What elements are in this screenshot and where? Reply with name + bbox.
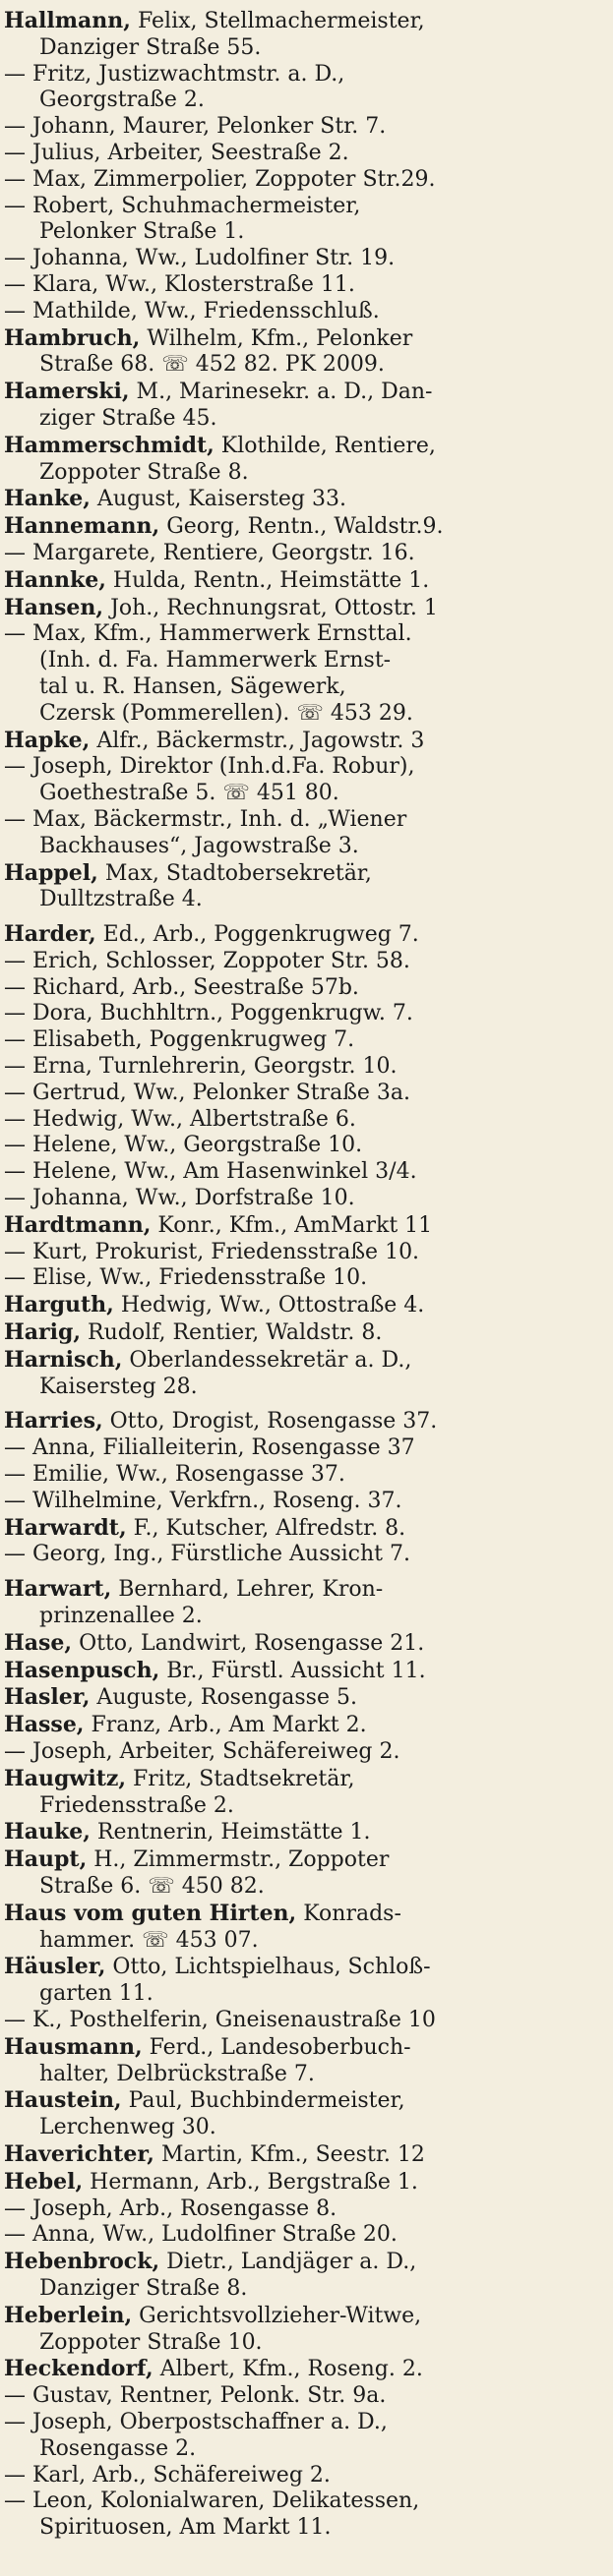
entry-name: Harig,	[4, 1319, 82, 1346]
entry-name: Harder,	[4, 921, 96, 948]
entry-spacer	[4, 1400, 603, 1408]
entry-name: — Kurt,	[4, 1239, 89, 1264]
entry-detail: Konr., Kfm., AmMarkt 11	[151, 1212, 433, 1238]
directory-entry	[4, 114, 603, 141]
directory-entry	[4, 1240, 603, 1266]
directory-entry	[4, 2087, 603, 2115]
entry-name: Hasse,	[4, 1712, 85, 1738]
entry-detail: Maurer, Pelonker Str. 7.	[115, 114, 387, 140]
directory-entry	[4, 62, 603, 88]
entry-detail: Br., Fürstl. Aussicht 11.	[159, 1658, 426, 1683]
entry-name: — Georg,	[4, 1542, 107, 1567]
entry-detail: Verkfrn., Roseng. 37.	[162, 1488, 402, 1513]
entry-name: Hardtmann,	[4, 1211, 152, 1238]
entry-continuation: Danziger Straße 55.	[39, 34, 262, 60]
entry-detail: Rentnerin, Heimstätte 1.	[90, 1820, 371, 1845]
entry-detail: Ferd., Landesoberbuch-	[142, 2034, 411, 2060]
entry-detail: Hermann, Arb., Bergstraße 1.	[83, 2169, 418, 2195]
entry-detail: Hedwig, Ww., Ottostraße 4.	[113, 1293, 425, 1318]
entry-name: — Max,	[4, 621, 88, 647]
entry-continuation: (Inh. d. Fa. Hammerwerk Ernst-	[39, 648, 392, 673]
directory-entry	[4, 2222, 603, 2249]
entry-name: — Hedwig,	[4, 1106, 125, 1132]
directory-entry	[4, 1630, 603, 1658]
entry-name: Heberlein,	[4, 2302, 133, 2328]
directory-entry	[4, 246, 603, 272]
directory-entry	[4, 621, 603, 648]
entry-name: Haugwitz,	[4, 1765, 127, 1791]
directory-entry	[4, 167, 603, 194]
directory-entry	[4, 1901, 603, 1928]
directory-entry	[4, 2410, 603, 2436]
entry-detail: Direktor (Inh.d.Fa. Robur),	[112, 754, 415, 780]
entry-detail: Poggenkrugweg 7.	[142, 1027, 355, 1053]
entry-detail: Ww., Am Hasenwinkel 3/4.	[117, 1159, 417, 1185]
entry-detail: Ww., Albertstraße 6.	[124, 1106, 356, 1132]
directory-entry	[4, 1186, 603, 1212]
entry-name: Hasler,	[4, 1684, 91, 1711]
directory-entry	[4, 2488, 603, 2515]
entry-name: Häusler,	[4, 1954, 106, 1980]
entry-detail: Ww., Friedensstraße 10.	[92, 1265, 368, 1291]
entry-name: Hansen,	[4, 594, 104, 620]
entry-detail: Ed., Arb., Poggenkrugweg 7.	[95, 922, 419, 948]
directory-entry	[4, 1159, 603, 1186]
entry-detail: Turnlehrerin, Georgstr. 10.	[92, 1054, 398, 1080]
entry-name: Hauke,	[4, 1819, 91, 1845]
entry-name: Haverichter,	[4, 2140, 154, 2167]
directory-entry	[4, 141, 603, 167]
entry-continuation: Goethestraße 5. ☏ 451 80.	[39, 781, 339, 806]
entry-detail: Ww., Rosengasse 37.	[109, 1462, 345, 1488]
entry-detail: Joh., Rechnungsrat, Ottostr. 1	[103, 595, 438, 620]
entry-name: — Robert,	[4, 193, 115, 218]
entry-detail: Otto, Landwirt, Rosengasse 21.	[72, 1630, 425, 1656]
entry-name: — Fritz,	[4, 61, 92, 87]
entry-continuation: Dulltzstraße 4.	[39, 887, 203, 912]
entry-continuation: Backhauses“, Jagowstraße 3.	[39, 833, 359, 858]
entry-detail: Konrads-	[296, 1901, 401, 1926]
directory-entry	[4, 1265, 603, 1292]
entry-name: Hanke,	[4, 486, 91, 512]
directory-entry	[4, 2303, 603, 2330]
entry-detail: Georg, Rentn., Waldstr.9.	[159, 514, 444, 540]
entry-name: — Karl,	[4, 2462, 87, 2488]
directory-entry	[4, 1846, 603, 1874]
directory-entry	[4, 1766, 603, 1793]
entry-name: — Wilhelmine,	[4, 1488, 163, 1513]
entry-name: Haupt,	[4, 1846, 88, 1873]
entry-spacer	[4, 913, 603, 921]
entry-name: — Joseph,	[4, 754, 113, 780]
entry-name: Hammerschmidt,	[4, 432, 215, 458]
entry-detail: Rentiere, Georgstr. 16.	[155, 540, 415, 565]
entry-name: — Anna,	[4, 1435, 96, 1461]
directory-entry	[4, 513, 603, 541]
entry-continuation: Kaisersteg 28.	[39, 1374, 198, 1399]
directory-entry	[4, 1684, 603, 1712]
directory-entry	[4, 949, 603, 975]
entry-name: — Erna,	[4, 1054, 92, 1080]
entry-name: — Erich,	[4, 948, 99, 973]
entry-name: Harnisch,	[4, 1346, 123, 1373]
entry-continuation: Straße 6. ☏ 450 82.	[39, 1873, 265, 1899]
entry-name: — Julius,	[4, 140, 101, 165]
directory-entry	[4, 2249, 603, 2276]
entry-name: Haus vom guten Hirten,	[4, 1900, 297, 1926]
entry-name: Hamerski,	[4, 379, 130, 405]
entry-detail: Posthelferin, Gneisenaustraße 10	[62, 2007, 436, 2032]
entry-detail: Arb., Schäfereiweg 2.	[86, 2462, 331, 2488]
entry-continuation: Zoppoter Straße 8.	[39, 459, 249, 485]
entry-detail: Justizwachtmstr. a. D.,	[92, 61, 345, 87]
entry-name: Hausmann,	[4, 2033, 143, 2060]
entry-name: Harries,	[4, 1408, 103, 1434]
entry-name: — K.,	[4, 2007, 63, 2032]
entry-detail: Buchhltrn., Poggenkrugw. 7.	[92, 1001, 413, 1026]
directory-entry	[4, 1712, 603, 1739]
entry-name: Happel,	[4, 859, 98, 886]
entry-continuation: Zoppoter Straße 10.	[39, 2329, 263, 2355]
entry-detail: Rudolf, Rentier, Waldstr. 8.	[81, 1320, 383, 1346]
entry-detail: Ww., Dorfstraße 10.	[128, 1186, 355, 1211]
entry-detail: Martin, Kfm., Seestr. 12	[153, 2141, 425, 2167]
entry-detail: Ww., Ludolfiner Straße 20.	[95, 2222, 398, 2248]
directory-entry	[4, 1212, 603, 1240]
entry-detail: Bernhard, Lehrer, Kron-	[111, 1577, 384, 1603]
directory-entry	[4, 2008, 603, 2034]
entry-detail: Alfr., Bäckermstr., Jagowstr. 3	[90, 728, 425, 753]
entry-name: — Klara,	[4, 271, 99, 297]
entry-detail: Wilhelm, Kfm., Pelonker	[140, 325, 413, 351]
entry-name: — Margarete,	[4, 540, 156, 565]
entry-name: — Johanna,	[4, 246, 129, 271]
entry-detail: Schuhmachermeister,	[114, 193, 361, 218]
entry-detail: Auguste, Rosengasse 5.	[90, 1685, 357, 1711]
directory-entry	[4, 921, 603, 949]
entry-detail: Arbeiter, Schäfereiweg 2.	[112, 1739, 400, 1764]
entry-detail: Albert, Kfm., Roseng. 2.	[153, 2357, 423, 2382]
entry-name: — Emilie,	[4, 1462, 110, 1488]
entry-detail: Ww., Pelonker Straße 3a.	[126, 1080, 411, 1105]
entry-detail: Prokurist, Friedensstraße 10.	[88, 1239, 420, 1264]
entry-detail: Klothilde, Rentiere,	[214, 433, 436, 458]
directory-entry	[4, 1515, 603, 1543]
entry-name: Hase,	[4, 1629, 73, 1656]
entry-continuation: Spirituosen, Am Markt 11.	[39, 2515, 332, 2541]
entry-name: Harwardt,	[4, 1514, 127, 1541]
directory-entry	[4, 1408, 603, 1435]
directory-entry	[4, 194, 603, 220]
entry-continuation: prinzenallee 2.	[39, 1604, 203, 1629]
entry-detail: August, Kaisersteg 33.	[90, 487, 346, 512]
entry-name: — Leon,	[4, 2488, 94, 2514]
directory-entry	[4, 1027, 603, 1054]
entry-continuation: Georgstraße 2.	[39, 88, 205, 113]
entry-detail: Arb., Seestraße 57b.	[125, 974, 359, 1000]
entry-detail: M., Marinesekr. a. D., Dan-	[129, 380, 433, 405]
entry-name: Hapke,	[4, 727, 91, 753]
entry-detail: Ww., Friedensschluß.	[137, 298, 380, 323]
entry-name: Heckendorf,	[4, 2356, 153, 2382]
entry-spacer	[4, 1568, 603, 1576]
entry-name: — Anna,	[4, 2222, 96, 2248]
directory-entry	[4, 2463, 603, 2489]
entry-detail: Paul, Buchbindermeister,	[121, 2088, 405, 2114]
directory-entry	[4, 1107, 603, 1134]
entry-detail: Kfm., Hammerwerk Ernsttal.	[87, 621, 412, 647]
entry-name: — Max,	[4, 806, 88, 832]
entry-detail: Gerichtsvollzieher-Witwe,	[132, 2303, 422, 2328]
entry-name: Harwart,	[4, 1576, 112, 1603]
entry-name: — Helene,	[4, 1133, 118, 1158]
entry-continuation: ziger Straße 45.	[39, 405, 217, 431]
entry-name: — Elise,	[4, 1265, 93, 1291]
entry-continuation: Czersk (Pommerellen). ☏ 453 29.	[39, 700, 413, 726]
entry-name: — Helene,	[4, 1159, 118, 1185]
directory-entry	[4, 1489, 603, 1515]
directory-entry	[4, 1054, 603, 1081]
entry-name: Hallmann,	[4, 8, 131, 33]
entry-name: — Johann,	[4, 114, 116, 140]
directory-entry	[4, 2383, 603, 2410]
entry-detail: H., Zimmermstr., Zoppoter	[87, 1847, 390, 1873]
entry-detail: Felix, Stellmachermeister,	[130, 9, 425, 33]
entry-detail: Max, Stadtobersekretär,	[97, 860, 372, 886]
directory-entry	[4, 379, 603, 406]
entry-detail: Kolonialwaren, Delikatessen,	[93, 2488, 420, 2514]
entry-continuation: garten 11.	[39, 1981, 153, 2007]
entry-name: — Dora,	[4, 1001, 93, 1026]
entry-detail: Oberlandessekretär a. D.,	[122, 1347, 412, 1373]
entry-continuation: halter, Delbrückstraße 7.	[39, 2061, 315, 2086]
entry-detail: Zimmerpolier, Zoppoter Str.29.	[87, 166, 436, 192]
entry-detail: Dietr., Landjäger a. D.,	[159, 2250, 417, 2275]
entry-detail: Hulda, Rentn., Heimstätte 1.	[105, 567, 430, 593]
entry-name: — Mathilde,	[4, 298, 138, 323]
entry-detail: Otto, Lichtspielhaus, Schloß-	[105, 1955, 431, 1980]
directory-entry	[4, 272, 603, 299]
directory-entry	[4, 975, 603, 1002]
entry-name: Hannke,	[4, 566, 106, 593]
directory-entry	[4, 1542, 603, 1568]
entry-detail: F., Kutscher, Alfredstr. 8.	[126, 1515, 406, 1541]
directory-entry	[4, 541, 603, 567]
entry-continuation: Friedensstraße 2.	[39, 1792, 234, 1818]
entry-detail: Ww., Ludolfiner Str. 19.	[128, 246, 396, 271]
directory-entry	[4, 1292, 603, 1319]
entry-name: — Max,	[4, 166, 88, 192]
directory-entry	[4, 1319, 603, 1347]
entry-detail: Ww., Georgstraße 10.	[117, 1133, 363, 1158]
entry-detail: Arbeiter, Seestraße 2.	[100, 140, 349, 165]
entry-detail: Ww., Klosterstraße 11.	[98, 271, 355, 297]
entry-detail: Schlosser, Zoppoter Str. 58.	[98, 948, 410, 973]
directory-entry	[4, 1001, 603, 1027]
directory-entry	[4, 1435, 603, 1462]
entry-continuation: Rosengasse 2.	[39, 2435, 197, 2461]
directory-entry	[4, 754, 603, 781]
directory-entry	[4, 595, 603, 622]
directory-entry	[4, 807, 603, 834]
directory-entry	[4, 2034, 603, 2062]
entry-name: — Joseph,	[4, 2409, 113, 2434]
entry-name: Harguth,	[4, 1292, 114, 1318]
directory-entry	[4, 1576, 603, 1604]
entry-name: Hannemann,	[4, 513, 160, 540]
directory-entry	[4, 1954, 603, 1981]
directory-entry	[4, 2141, 603, 2169]
entry-detail: Ing., Fürstliche Aussicht 7.	[106, 1542, 410, 1567]
entry-continuation: Danziger Straße 8.	[39, 2275, 248, 2301]
directory-entry	[4, 8, 603, 35]
directory-entry	[4, 567, 603, 595]
entry-detail: Rentner, Pelonk. Str. 9a.	[112, 2383, 387, 2409]
directory-entry	[4, 1081, 603, 1107]
entry-name: Hebenbrock,	[4, 2249, 160, 2275]
directory-entry	[4, 1658, 603, 1685]
entry-name: — Gertrud,	[4, 1080, 127, 1105]
entry-continuation: Lerchenweg 30.	[39, 2115, 216, 2140]
entry-name: Hebel,	[4, 2168, 84, 2195]
entry-name: — Johanna,	[4, 1186, 129, 1211]
entry-name: Haustein,	[4, 2087, 122, 2114]
entry-detail: Otto, Drogist, Rosengasse 37.	[102, 1409, 438, 1434]
directory-entry	[4, 1462, 603, 1489]
directory-entry	[4, 860, 603, 888]
entry-name: — Elisabeth,	[4, 1027, 143, 1053]
entry-continuation: tal u. R. Hansen, Sägewerk,	[39, 673, 346, 699]
directory-entry	[4, 325, 603, 353]
entry-detail: Franz, Arb., Am Markt 2.	[84, 1713, 367, 1738]
entry-continuation: Pelonker Straße 1.	[39, 219, 245, 245]
entry-detail: Filialleiterin, Rosengasse 37	[95, 1435, 415, 1461]
entry-name: — Joseph,	[4, 1739, 113, 1764]
directory-entry	[4, 1347, 603, 1375]
entry-continuation: Straße 68. ☏ 452 82. PK 2009.	[39, 352, 385, 378]
entry-name: Hambruch,	[4, 324, 141, 351]
directory-entry	[4, 433, 603, 460]
entry-name: — Joseph,	[4, 2195, 113, 2221]
entry-name: Hasenpusch,	[4, 1657, 160, 1683]
entry-detail: Bäckermstr., Inh. d. „Wiener	[87, 806, 407, 832]
directory-entry	[4, 2169, 603, 2196]
directory-entry	[4, 1739, 603, 1766]
directory-entry	[4, 1819, 603, 1846]
entry-name: — Richard,	[4, 974, 126, 1000]
entry-name: — Gustav,	[4, 2383, 113, 2409]
entry-continuation: hammer. ☏ 453 07.	[39, 1927, 259, 1953]
entry-detail: Oberpostschaffner a. D.,	[112, 2409, 388, 2434]
entry-detail: Arb., Rosengasse 8.	[112, 2195, 337, 2221]
directory-entry	[4, 2196, 603, 2223]
directory-entry	[4, 299, 603, 325]
directory-entry	[4, 728, 603, 755]
entry-detail: Fritz, Stadtsekretär,	[126, 1766, 355, 1791]
directory-entry	[4, 486, 603, 513]
directory-entry	[4, 2356, 603, 2383]
directory-entry	[4, 1133, 603, 1159]
